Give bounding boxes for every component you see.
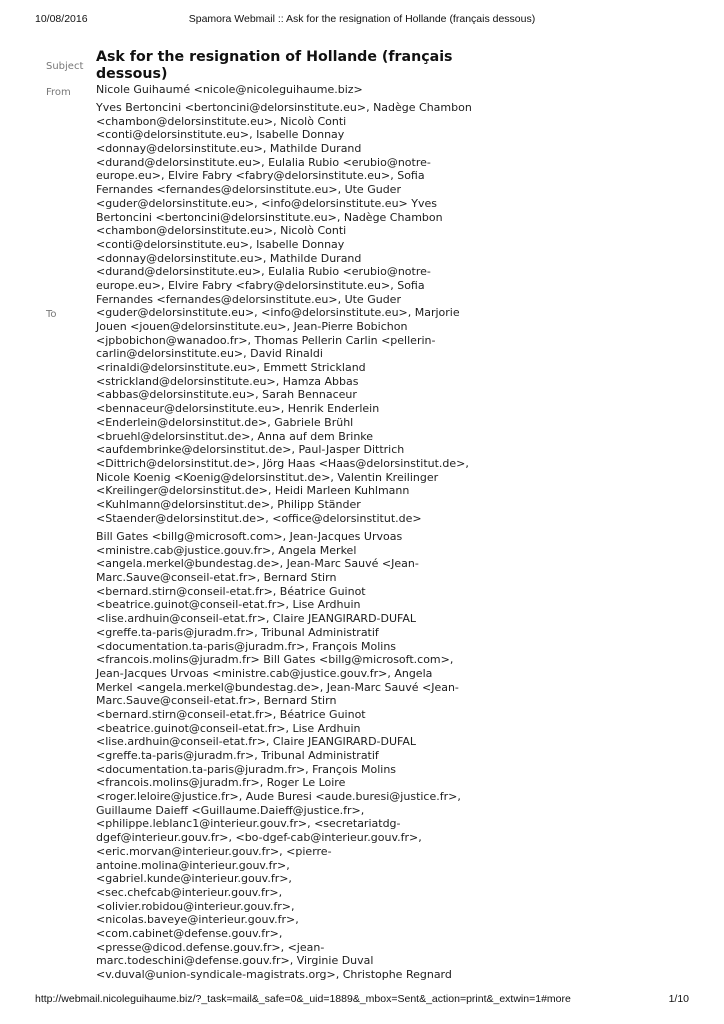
- email-subject: Ask for the resignation of Hollande (français dessous): [96, 49, 453, 82]
- recipient-line: <beatrice.guinot@conseil-etat.fr>, Lise Ardhuin: [96, 721, 361, 735]
- recipient-line: <bernard.stirn@conseil-etat.fr>, Béatrice Guinot: [96, 584, 366, 598]
- print-header: [0, 13, 724, 27]
- recipient-line: <chambon@delorsinstitute.eu>, Nicolò Conti: [96, 114, 347, 128]
- recipient-line: Guillaume Daieff <Guillaume.Daieff@justice.fr>,: [96, 803, 365, 817]
- recipient-line: <aufdembrinke@delorsinstitut.de>, Paul-Jasper Dittrich: [96, 443, 405, 457]
- recipient-line: <lise.ardhuin@conseil-etat.fr>, Claire JEANGIRARD-DUFAL: [96, 612, 417, 626]
- recipient-line: <eric.morvan@interieur.gouv.fr>, <pierre-: [96, 844, 332, 858]
- recipient-line: <jpbobichon@wanadoo.fr>, Thomas Pellerin Carlin <pellerin-: [96, 333, 436, 347]
- recipient-line: <donnay@delorsinstitute.eu>, Mathilde Durand: [96, 251, 362, 265]
- to-recipients: [96, 101, 476, 525]
- recipient-line: europe.eu>, Elvire Fabry <fabry@delorsinstitute.eu>, Sofia: [96, 278, 425, 292]
- recipient-line: carlin@delorsinstitute.eu>, David Rinaldi: [96, 347, 323, 361]
- recipient-line: <conti@delorsinstitute.eu>, Isabelle Donnay: [96, 237, 345, 251]
- recipient-line: <greffe.ta-paris@juradm.fr>, Tribunal Administratif: [96, 749, 379, 762]
- print-url: http://webmail.nicoleguihaume.biz/?_task=mail&_safe=0&_uid=1889&_mbox=Sent&_action=print&_extwin=1#more: [35, 993, 571, 1005]
- page-number: 1/10: [668, 993, 689, 1005]
- recipient-line: Bill Gates <billg@microsoft.com>, Jean-Jacques Urvoas: [96, 530, 403, 543]
- print-date: 10/08/2016: [35, 13, 88, 25]
- recipient-line: <bennaceur@delorsinstitute.eu>, Henrik Enderlein: [96, 402, 380, 416]
- recipient-line: Merkel <angela.merkel@bundestag.de>, Jean-Marc Sauvé <Jean-: [96, 680, 459, 694]
- recipient-line: Jouen <jouen@delorsinstitute.eu>, Jean-Pierre Bobichon: [96, 320, 408, 333]
- recipient-line: <conti@delorsinstitute.eu>, Isabelle Donnay: [96, 128, 345, 142]
- from-label: From: [46, 87, 71, 98]
- recipient-line: dgef@interieur.gouv.fr>, <bo-dgef-cab@interieur.gouv.fr>,: [96, 831, 422, 845]
- print-page-title: Spamora Webmail :: Ask for the resignation of Hollande (français dessous): [188, 13, 536, 25]
- recipient-line: <sec.chefcab@interieur.gouv.fr>,: [96, 885, 283, 899]
- recipient-line: <lise.ardhuin@conseil-etat.fr>, Claire JEANGIRARD-DUFAL: [96, 735, 417, 749]
- recipient-line: Marc.Sauve@conseil-etat.fr>, Bernard Stirn: [96, 694, 337, 708]
- recipient-line: <Enderlein@delorsinstitut.de>, Gabriele Brühl: [96, 415, 354, 429]
- recipient-line: <beatrice.guinot@conseil-etat.fr>, Lise Ardhuin: [96, 598, 361, 612]
- recipient-line: <bernard.stirn@conseil-etat.fr>, Béatrice Guinot: [96, 707, 366, 721]
- recipient-line: <francois.molins@juradm.fr>, Roger Le Loire: [96, 776, 346, 790]
- recipient-line: <Staender@delorsinstitut.de>, <office@delorsinstitut.de>: [96, 511, 422, 525]
- recipient-line: antoine.molina@interieur.gouv.fr>,: [96, 858, 290, 872]
- recipient-line: <greffe.ta-paris@juradm.fr>, Tribunal Administratif: [96, 625, 379, 639]
- cc-recipients: [96, 530, 476, 982]
- recipient-line: <documentation.ta-paris@juradm.fr>, François Molins: [96, 639, 397, 653]
- recipient-line: <strickland@delorsinstitute.eu>, Hamza Abbas: [96, 374, 359, 388]
- recipient-line: <guder@delorsinstitute.eu>, <info@delorsinstitute.eu>, Marjorie: [96, 306, 460, 320]
- recipient-line: Fernandes <fernandes@delorsinstitute.eu>, Ute Guder: [96, 183, 401, 197]
- print-footer: [0, 993, 724, 1007]
- recipient-line: <durand@delorsinstitute.eu>, Eulalia Rubio <erubio@notre-: [96, 155, 431, 169]
- email-from: Nicole Guihaumé <nicole@nicoleguihaume.biz>: [96, 83, 363, 96]
- recipient-line: europe.eu>, Elvire Fabry <fabry@delorsinstitute.eu>, Sofia: [96, 169, 425, 183]
- recipient-line: <com.cabinet@defense.gouv.fr>,: [96, 926, 283, 940]
- recipient-line: <nicolas.baveye@interieur.gouv.fr>,: [96, 913, 299, 927]
- recipient-line: <Dittrich@delorsinstitut.de>, Jörg Haas <Haas@delorsinstitut.de>,: [96, 456, 469, 470]
- recipient-line: <rinaldi@delorsinstitute.eu>, Emmett Strickland: [96, 361, 366, 375]
- recipient-line: <abbas@delorsinstitute.eu>, Sarah Bennaceur: [96, 388, 357, 402]
- recipient-line: Jean-Jacques Urvoas <ministre.cab@justice.gouv.fr>, Angela: [96, 666, 433, 680]
- recipient-line: <durand@delorsinstitute.eu>, Eulalia Rubio <erubio@notre-: [96, 265, 431, 279]
- recipient-line: <angela.merkel@bundestag.de>, Jean-Marc Sauvé <Jean-: [96, 557, 419, 571]
- recipient-line: <donnay@delorsinstitute.eu>, Mathilde Durand: [96, 142, 362, 156]
- recipient-line: <olivier.robidou@interieur.gouv.fr>,: [96, 899, 295, 913]
- recipient-line: <presse@dicod.defense.gouv.fr>, <jean-: [96, 940, 325, 954]
- recipient-line: Marc.Sauve@conseil-etat.fr>, Bernard Stirn: [96, 571, 337, 585]
- recipient-line: Fernandes <fernandes@delorsinstitute.eu>, Ute Guder: [96, 292, 401, 306]
- recipient-line: <chambon@delorsinstitute.eu>, Nicolò Conti: [96, 224, 347, 238]
- recipient-line: <documentation.ta-paris@juradm.fr>, François Molins: [96, 762, 397, 776]
- recipient-line: <guder@delorsinstitute.eu>, <info@delorsinstitute.eu> Yves: [96, 196, 437, 210]
- recipient-line: Nicole Koenig <Koenig@delorsinstitut.de>, Valentin Kreilinger: [96, 470, 439, 484]
- recipient-line: <francois.molins@juradm.fr> Bill Gates <billg@microsoft.com>,: [96, 653, 454, 667]
- subject-label: Subject: [46, 61, 84, 72]
- recipient-line: Bertoncini <bertoncini@delorsinstitute.eu>, Nadège Chambon: [96, 210, 443, 224]
- recipient-line: <Kuhlmann@delorsinstitut.de>, Philipp Ständer: [96, 497, 361, 511]
- recipient-line: <ministre.cab@justice.gouv.fr>, Angela Merkel: [96, 543, 357, 557]
- recipient-line: <bruehl@delorsinstitut.de>, Anna auf dem Brinke: [96, 429, 374, 443]
- recipient-line: Yves Bertoncini <bertoncini@delorsinstitute.eu>, Nadège Chambon: [96, 101, 472, 114]
- recipient-line: <v.duval@union-syndicale-magistrats.org>, Christophe Regnard: [96, 968, 452, 981]
- recipient-line: <gabriel.kunde@interieur.gouv.fr>,: [96, 872, 292, 886]
- to-label: To: [46, 309, 57, 320]
- recipient-line: marc.todeschini@defense.gouv.fr>, Virginie Duval: [96, 954, 374, 968]
- recipient-line: <Kreilinger@delorsinstitut.de>, Heidi Marleen Kuhlmann: [96, 484, 410, 498]
- recipient-line: <roger.leloire@justice.fr>, Aude Buresi <aude.buresi@justice.fr>,: [96, 790, 461, 804]
- recipient-line: <philippe.leblanc1@interieur.gouv.fr>, <secretariatdg-: [96, 817, 401, 831]
